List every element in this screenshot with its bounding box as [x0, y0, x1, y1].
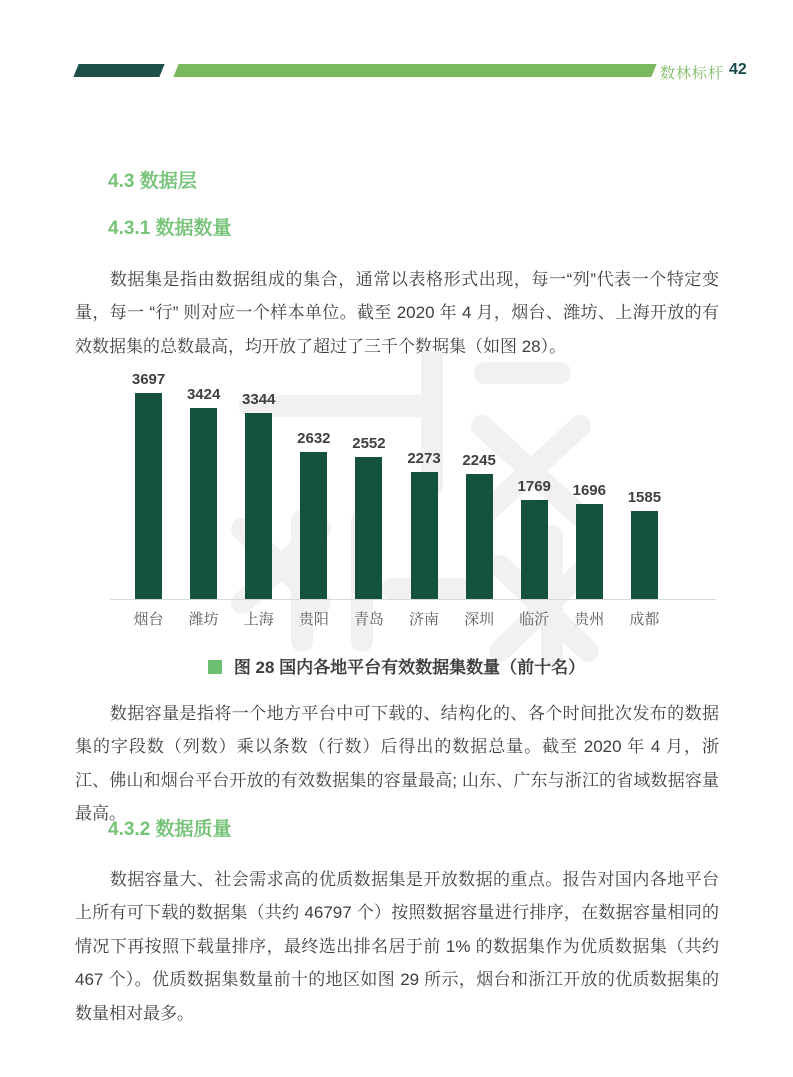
bar	[300, 452, 327, 599]
bar-value-label: 1696	[572, 482, 606, 499]
paragraph-data-quality: 数据容量大、社会需求高的优质数据集是开放数据的重点。报告对国内各地平台上所有可下载的数据集（共约 46797 个）按照数据容量进行排序，在数据容量相同的情况下再按照下载量排序，最终选出排名居于前 1% 的数据集作为优质数据集（共约 467 个）。优质数据集数量前十的地区如图 29 所示，烟台和浙江开放的优质数据集的数量相对最多。	[75, 870, 719, 1023]
bar-value-label: 3424	[186, 386, 221, 403]
bar	[135, 393, 162, 599]
chart-bar-column	[176, 371, 231, 599]
bar-value-label: 2245	[462, 452, 496, 469]
bar-value-label: 3697	[131, 371, 166, 388]
bar-value-label: 3344	[242, 391, 276, 408]
chart-columns	[121, 371, 672, 599]
chart-category-labels	[121, 608, 672, 629]
bar-category-label: 贵阳	[298, 611, 329, 628]
bar	[355, 457, 382, 599]
bar-category-label: 烟台	[133, 611, 164, 628]
caption-square-icon	[208, 660, 222, 674]
chart-bar-column	[121, 371, 176, 599]
bar-value-label: 1769	[517, 478, 551, 495]
bar	[245, 413, 272, 599]
bar	[411, 472, 438, 599]
bar-category-label: 深圳	[464, 611, 495, 628]
bar-category-label: 潍坊	[188, 611, 219, 628]
figure-28-caption	[0, 653, 793, 678]
section-title-4-3-2: 4.3.2 数据质量	[108, 819, 232, 840]
bar-value-label: 2632	[297, 430, 331, 447]
bar-value-label: 2552	[352, 435, 386, 452]
chart-bar-column	[562, 371, 617, 599]
bar-category-label: 贵州	[574, 611, 605, 628]
page-header	[0, 0, 793, 90]
chart-bar-column	[452, 371, 507, 599]
header-green-bar	[173, 64, 656, 77]
bar	[521, 500, 548, 599]
chart-bar-column	[617, 371, 672, 599]
chart-bar-column	[341, 371, 396, 599]
bar	[466, 474, 493, 599]
bar	[631, 511, 658, 599]
chart-bar-column	[396, 371, 451, 599]
bar	[190, 408, 217, 599]
bar-category-label: 济南	[409, 611, 440, 628]
chart-bar-column	[231, 371, 286, 599]
chart-x-axis-line	[110, 599, 716, 600]
section-title-4-3-1: 4.3.1 数据数量	[108, 218, 232, 239]
caption-text: 图 28 国内各地平台有效数据集数量（前十名）	[233, 658, 586, 677]
bar-category-label: 上海	[243, 611, 274, 628]
bar-chart-figure-28	[0, 371, 793, 633]
section-title-4-3: 4.3 数据层	[108, 171, 197, 192]
bar-category-label: 临沂	[519, 611, 550, 628]
bar	[576, 504, 603, 599]
header-brand-label: 数林标杆	[660, 65, 725, 82]
chart-bar-column	[286, 371, 341, 599]
header-dark-bar	[73, 64, 164, 77]
paragraph-data-capacity: 数据容量是指将一个地方平台中可下载的、结构化的、各个时间批次发布的数据集的字段数（列数）乘以条数（行数）后得出的数据总量。截至 2020 年 4 月，浙江、佛山和烟台平台开放的有效数据集的容量最高; 山东、广东与浙江的省域数据容量最高。	[75, 704, 719, 824]
page-number: 42	[729, 61, 747, 78]
bar-category-label: 成都	[629, 611, 660, 628]
chart-bar-column	[507, 371, 562, 599]
bar-value-label: 1585	[627, 489, 662, 506]
bar-category-label: 青岛	[353, 611, 384, 628]
paragraph-dataset-definition: 数据集是指由数据组成的集合，通常以表格形式出现，每一“列”代表一个特定变量，每一 “行” 则对应一个样本单位。截至 2020 年 4 月，烟台、潍坊、上海开放的有效数据集的总数最高，均开放了超过了三千个数据集（如图 28）。	[75, 270, 719, 356]
bar-value-label: 2273	[407, 450, 441, 467]
